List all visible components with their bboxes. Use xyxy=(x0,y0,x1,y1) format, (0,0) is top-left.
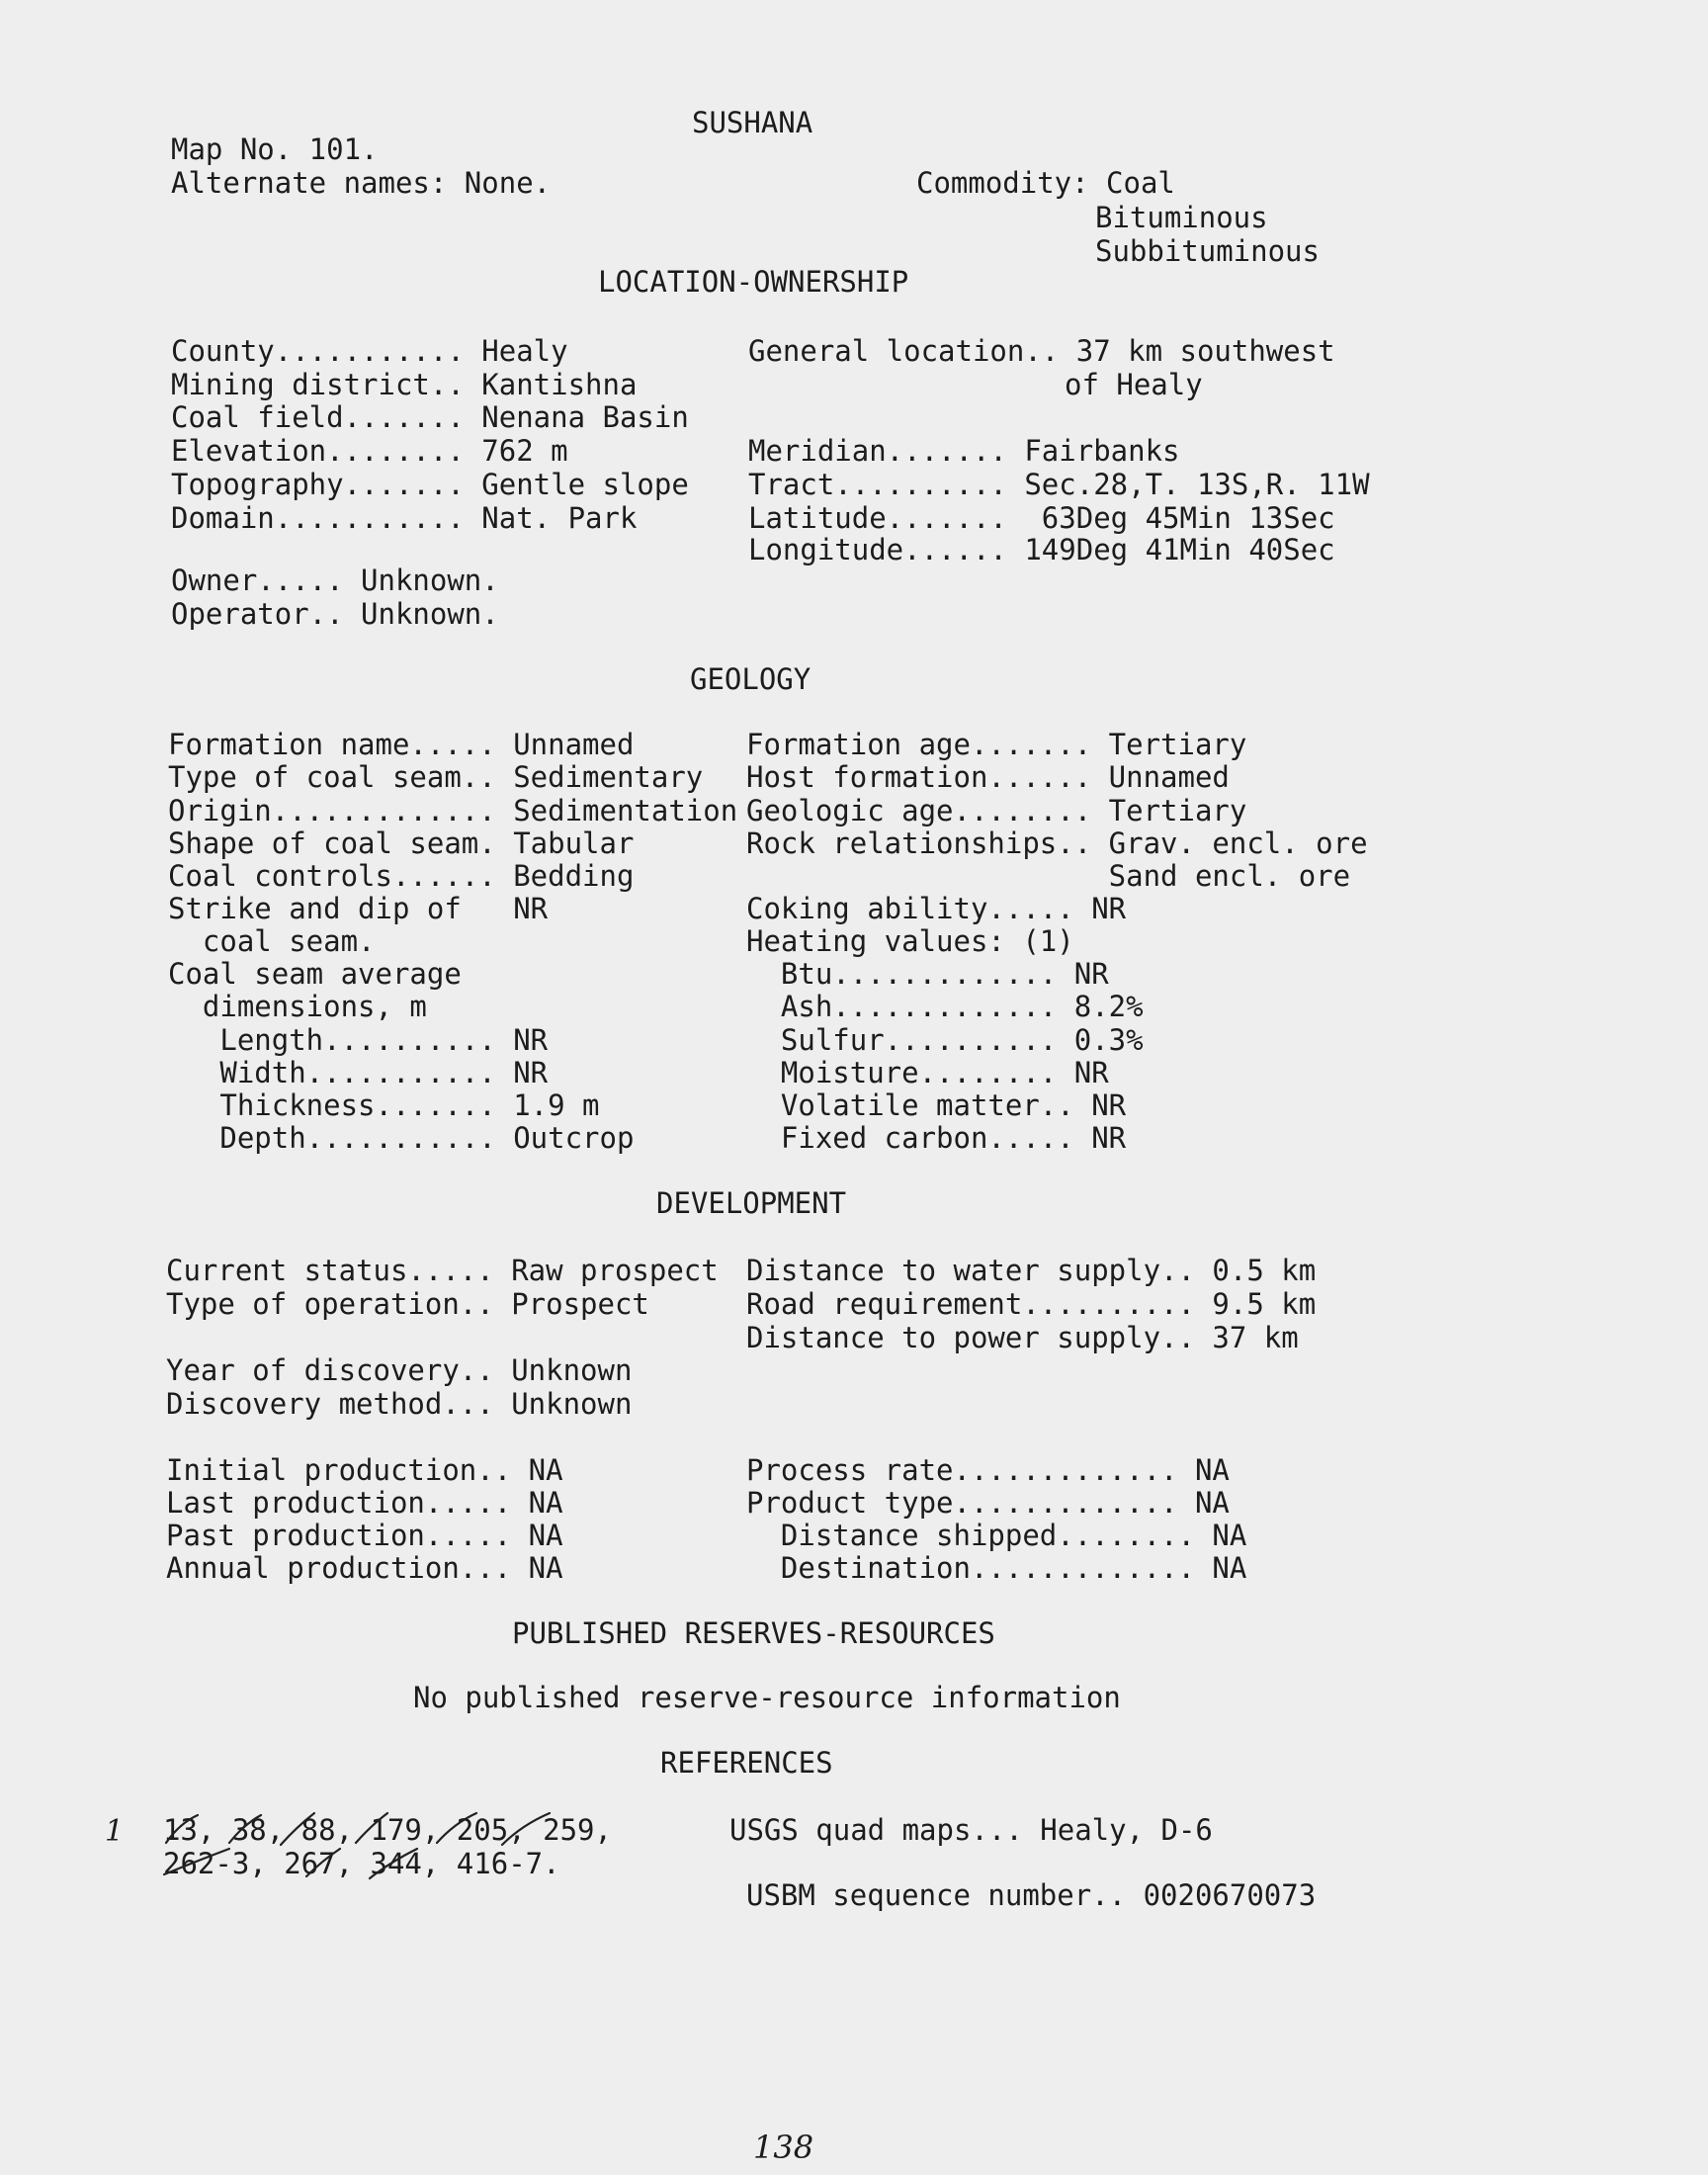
production-right-0: Process rate............. NA xyxy=(746,1453,1230,1487)
commodity-bituminous: Bituminous xyxy=(1095,201,1268,234)
elevation-row: Elevation........ 762 m xyxy=(171,434,568,468)
geology-left-0: Formation name..... Unnamed xyxy=(168,728,635,761)
commodity-subbituminous: Subbituminous xyxy=(1095,234,1320,268)
page-title: SUSHANA xyxy=(692,106,813,139)
production-left-0: Initial production.. NA xyxy=(166,1453,563,1487)
geology-right-6: Heating values: (1) xyxy=(746,924,1074,958)
general-location-row: General location.. 37 km southwest xyxy=(748,334,1335,368)
geology-left-12: Depth........... Outcrop xyxy=(168,1121,635,1155)
page-number: 138 xyxy=(753,2129,814,2166)
latitude-row: Latitude....... 63Deg 45Min 13Sec xyxy=(748,501,1335,535)
geology-right-4: Sand encl. ore xyxy=(746,859,1351,893)
usgs-quad-maps: USGS quad maps... Healy, D-6 xyxy=(729,1813,1213,1847)
section-location-heading: LOCATION-OWNERSHIP xyxy=(598,265,909,299)
commodity-label: Commodity: Coal xyxy=(916,166,1175,200)
handwritten-margin-mark: 1 xyxy=(105,1814,125,1849)
topography-row: Topography....... Gentle slope xyxy=(171,468,689,501)
geology-left-10: Width........... NR xyxy=(168,1056,549,1089)
meridian-row: Meridian....... Fairbanks xyxy=(748,434,1180,468)
development-left-1: Type of operation.. Prospect xyxy=(166,1287,649,1321)
section-geology-heading: GEOLOGY xyxy=(690,662,811,696)
geology-right-0: Formation age....... Tertiary xyxy=(746,728,1247,761)
reserves-text: No published reserve-resource information xyxy=(413,1681,1121,1714)
geology-left-9: Length.......... NR xyxy=(168,1023,549,1057)
tract-row: Tract.......... Sec.28,T. 13S,R. 11W xyxy=(748,468,1370,501)
geology-right-7: Btu............. NR xyxy=(746,957,1109,991)
geology-left-7: Coal seam average xyxy=(168,957,462,991)
development-right-1: Road requirement.......... 9.5 km xyxy=(746,1287,1317,1321)
general-location-cont: of Healy xyxy=(1065,368,1203,401)
owner-row: Owner..... Unknown. xyxy=(171,564,499,597)
geology-left-3: Shape of coal seam. Tabular xyxy=(168,826,635,860)
geology-left-11: Thickness....... 1.9 m xyxy=(168,1088,600,1122)
geology-right-9: Sulfur.......... 0.3% xyxy=(746,1023,1144,1057)
geology-left-2: Origin............. Sedimentation xyxy=(168,794,738,827)
reference-numbers-line2: 262-3, 267, 344, 416-7. xyxy=(163,1847,560,1880)
production-left-1: Last production..... NA xyxy=(166,1486,563,1520)
development-right-2: Distance to power supply.. 37 km xyxy=(746,1321,1299,1354)
section-reserves-heading: PUBLISHED RESERVES-RESOURCES xyxy=(512,1616,995,1650)
longitude-row: Longitude...... 149Deg 41Min 40Sec xyxy=(748,533,1335,566)
geology-right-5: Coking ability..... NR xyxy=(746,892,1127,925)
production-left-3: Annual production... NA xyxy=(166,1551,563,1585)
geology-right-10: Moisture........ NR xyxy=(746,1056,1109,1089)
usbm-sequence-number: USBM sequence number.. 0020670073 xyxy=(746,1878,1317,1912)
geology-left-5: Strike and dip of NR xyxy=(168,892,549,925)
operator-row: Operator.. Unknown. xyxy=(171,597,499,631)
production-right-3: Destination............. NA xyxy=(746,1551,1247,1585)
geology-right-2: Geologic age........ Tertiary xyxy=(746,794,1247,827)
development-left-0: Current status..... Raw prospect xyxy=(166,1254,719,1287)
county-row: County........... Healy xyxy=(171,334,568,368)
geology-left-8: dimensions, m xyxy=(168,990,427,1023)
production-left-2: Past production..... NA xyxy=(166,1519,563,1552)
geology-left-6: coal seam. xyxy=(168,924,376,958)
domain-row: Domain........... Nat. Park xyxy=(171,501,638,535)
geology-right-3: Rock relationships.. Grav. encl. ore xyxy=(746,826,1368,860)
alternate-names: Alternate names: None. xyxy=(171,166,552,200)
geology-left-1: Type of coal seam.. Sedimentary xyxy=(168,760,704,794)
geology-right-12: Fixed carbon..... NR xyxy=(746,1121,1127,1155)
section-development-heading: DEVELOPMENT xyxy=(656,1186,847,1220)
mining-district-row: Mining district.. Kantishna xyxy=(171,368,638,401)
geology-right-1: Host formation...... Unnamed xyxy=(746,760,1230,794)
development-left-3: Year of discovery.. Unknown xyxy=(166,1353,633,1387)
production-right-2: Distance shipped........ NA xyxy=(746,1519,1247,1552)
section-references-heading: REFERENCES xyxy=(660,1746,833,1780)
development-left-4: Discovery method... Unknown xyxy=(166,1387,633,1421)
geology-right-11: Volatile matter.. NR xyxy=(746,1088,1127,1122)
geology-left-4: Coal controls...... Bedding xyxy=(168,859,635,893)
reference-numbers-line1: 13, 38, 88, 179, 205, 259, xyxy=(163,1813,612,1847)
handwritten-strike-marks xyxy=(158,1809,613,1888)
coal-field-row: Coal field....... Nenana Basin xyxy=(171,400,689,434)
development-right-0: Distance to water supply.. 0.5 km xyxy=(746,1254,1317,1287)
map-number: Map No. 101. xyxy=(171,132,379,166)
geology-right-8: Ash............. 8.2% xyxy=(746,990,1144,1023)
production-right-1: Product type............. NA xyxy=(746,1486,1230,1520)
